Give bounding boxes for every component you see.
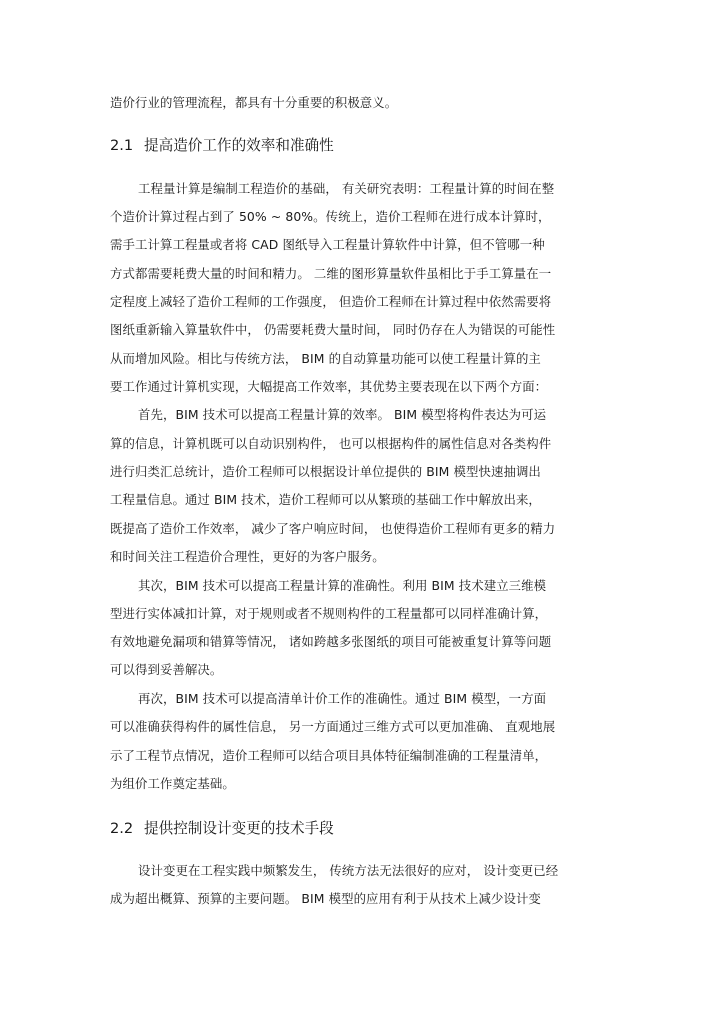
paragraph-line: 型进行实体减扣计算，对于规则或者不规则构件的工程量都可以同样准确计算， [110, 606, 548, 621]
paragraph-line: 要工作通过计算机实现，大幅提高工作效率，其优势主要表现在以下两个方面： [110, 379, 548, 394]
paragraph-line: 其次，BIM 技术可以提高工程量计算的准确性。利用 BIM 技术建立三维模 [138, 578, 547, 593]
section-title: 提供控制设计变更的技术手段 [144, 820, 334, 837]
paragraph-line: 工程量信息。通过 BIM 技术，造价工程师可以从繁琐的基础工作中解放出来， [110, 492, 541, 507]
paragraph-line: 再次，BIM 技术可以提高清单计价工作的准确性。通过 BIM 模型，一方面 [138, 691, 547, 706]
paragraph-line: 为组价工作奠定基础。 [110, 776, 235, 791]
paragraph-line: 首先，BIM 技术可以提高工程量计算的效率。 BIM 模型将构件表达为可运 [138, 407, 547, 422]
paragraph-line: 有效地避免漏项和错算等情况， 诸如跨越多张图纸的项目可能被重复计算等问题 [110, 634, 552, 649]
paragraph-line: 定程度上减轻了造价工程师的工作强度， 但造价工程师在计算过程中依然需要将 [110, 294, 552, 309]
paragraph-line: 和时间关注工程造价合理性，更好的为客户服务。 [110, 549, 385, 564]
paragraph-line: 成为超出概算、预算的主要问题。 BIM 模型的应用有利于从技术上减少设计变 [110, 891, 541, 906]
intro-line: 造价行业的管理流程，都具有十分重要的积极意义。 [110, 95, 398, 110]
paragraph-line: 可以准确获得构件的属性信息， 另一方面通过三维方式可以更加准确、 直观地展 [110, 719, 556, 734]
paragraph-line: 既提高了造价工作效率， 减少了客户响应时间， 也使得造价工程师有更多的精力 [110, 521, 556, 536]
section-number: 2.2 [110, 820, 134, 837]
paragraph-line: 图纸重新输入算量软件中， 仍需要耗费大量时间， 同时仍存在人为错误的可能性 [110, 322, 556, 337]
section-number: 2.1 [110, 137, 134, 154]
section-title: 提高造价工作的效率和准确性 [144, 137, 334, 154]
paragraph-line: 个造价计算过程占到了 50% ~ 80%。传统上，造价工程师在进行成本计算时， [110, 209, 551, 224]
paragraph-line: 工程量计算是编制工程造价的基础， 有关研究表明：工程量计算的时间在整 [138, 181, 555, 196]
paragraph-line: 可以得到妥善解决。 [110, 662, 223, 677]
paragraph-line: 方式都需要耗费大量的时间和精力。 二维的图形算量软件虽相比于手工算量在一 [110, 266, 552, 281]
paragraph-line: 算的信息，计算机既可以自动识别构件， 也可以根据构件的属性信息对各类构件 [110, 436, 552, 451]
paragraph-line: 需手工计算工程量或者将 CAD 图纸导入工程量计算软件中计算，但不管哪一种 [110, 237, 545, 252]
paragraph-line: 示了工程节点情况，造价工程师可以结合项目具体特征编制准确的工程量清单， [110, 748, 548, 763]
section-heading-2-1 [110, 137, 334, 155]
paragraph-line: 进行归类汇总统计，造价工程师可以根据设计单位提供的 BIM 模型快速抽调出 [110, 464, 541, 479]
paragraph-line: 从而增加风险。相比与传统方法， BIM 的自动算量功能可以使工程量计算的主 [110, 351, 541, 366]
paragraph-line: 设计变更在工程实践中频繁发生， 传统方法无法很好的应对， 设计变更已经 [138, 863, 559, 878]
section-heading-2-2 [110, 820, 334, 838]
